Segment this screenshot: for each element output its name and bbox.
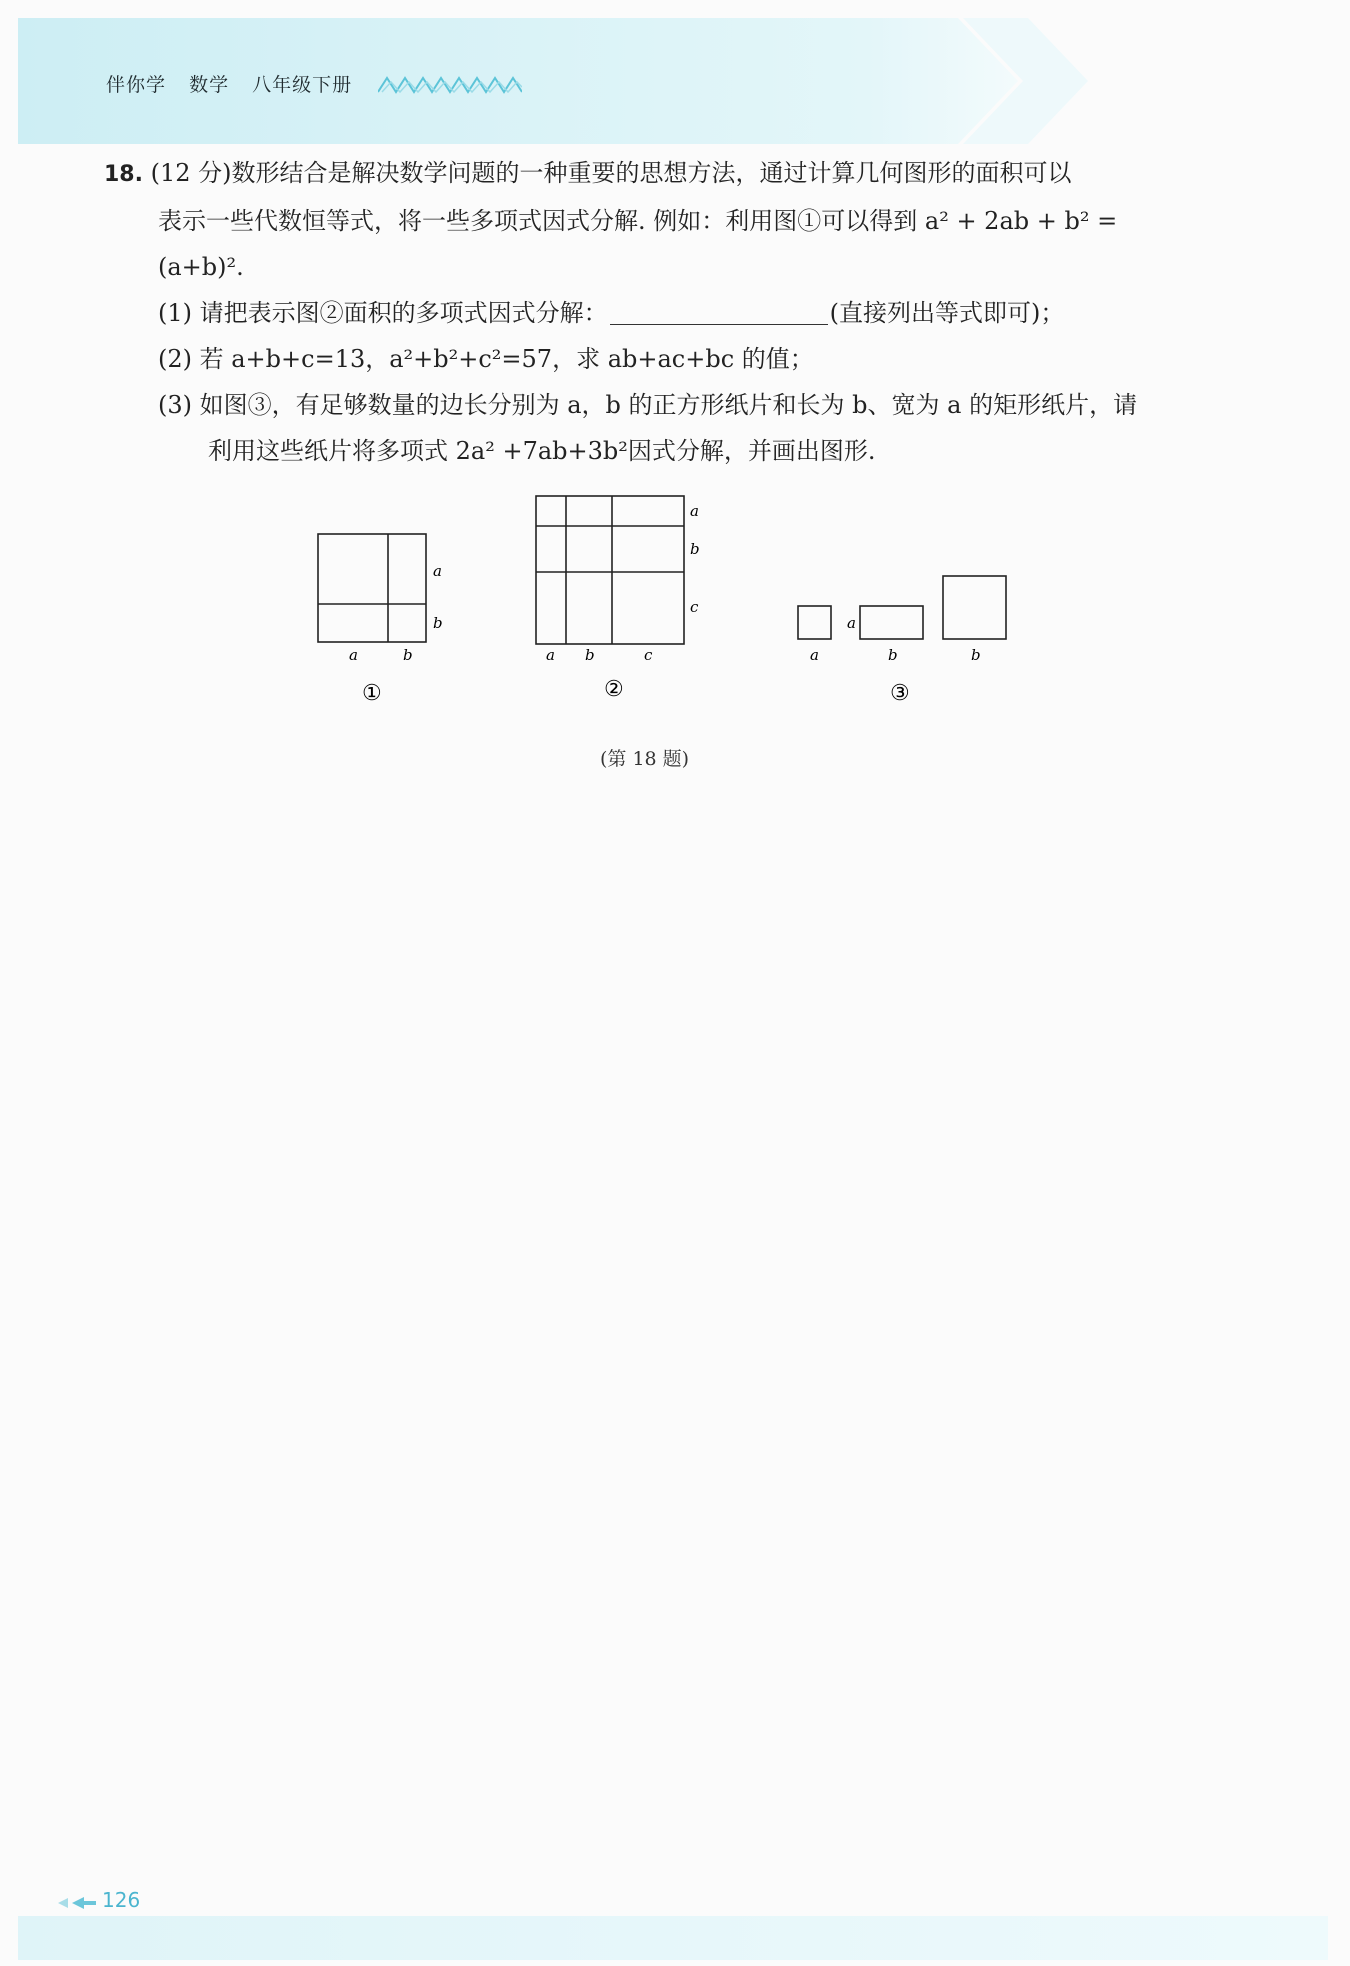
running-header [106, 70, 368, 97]
figure-1 [318, 534, 426, 642]
fig1-bottom-label-b: b [403, 646, 413, 664]
page-number: 126 [102, 1888, 141, 1912]
fig3-label-a-square: a [810, 646, 819, 664]
answer-blank[interactable] [610, 298, 828, 325]
fig3-label-a-rect: a [847, 614, 856, 632]
part-3-line-1: (3) 如图③，有足够数量的边长分别为 a，b 的正方形纸片和长为 b、宽为 a 的矩形纸片，请 [158, 391, 1138, 419]
fig1-bottom-label-a: a [349, 646, 358, 664]
fig2-bottom-label-c: c [644, 646, 653, 664]
fig1-label: ① [362, 681, 382, 706]
figures-group [300, 488, 1040, 728]
figure-caption: (第 18 题) [600, 748, 690, 770]
fig3-label-b-rect: b [888, 646, 898, 664]
part-1-suffix: (直接列出等式即可)； [829, 299, 1065, 327]
fig2-side-label-b: b [690, 540, 700, 558]
fig2-bottom-label-a: a [546, 646, 555, 664]
question-number: 18. [104, 162, 143, 187]
small-square-piece [798, 606, 831, 639]
fig2-bottom-label-b: b [585, 646, 595, 664]
subject: 数学 [189, 74, 230, 96]
footer-band [18, 1910, 1328, 1960]
book-title: 伴你学 [106, 74, 167, 96]
question-intro-text-1: (12 分)数形结合是解决数学问题的一种重要的思想方法，通过计算几何图形的面积可以 [150, 159, 1072, 187]
fig3-label-b-square: b [971, 646, 981, 664]
large-square-piece [943, 576, 1006, 639]
fig1-side-label-b: b [433, 614, 443, 632]
part-1-prefix: (1) 请把表示图②面积的多项式因式分解： [158, 299, 608, 327]
grade: 八年级下册 [252, 74, 353, 96]
fig2-side-label-a: a [690, 502, 699, 520]
fig2-side-label-c: c [690, 598, 699, 616]
fig1-side-label-a: a [433, 562, 442, 580]
question-intro-line-1 [104, 150, 1244, 198]
figure-3 [798, 576, 1006, 639]
rectangle-piece [860, 606, 923, 639]
zigzag-decoration-icon [378, 74, 522, 96]
fig2-label: ② [604, 677, 624, 702]
part-1 [104, 290, 1244, 336]
question-intro-line-2: 表示一些代数恒等式，将一些多项式因式分解. 例如：利用图①可以得到 a² + 2ab + b² = [158, 207, 1118, 235]
part-2: (2) 若 a+b+c=13，a²+b²+c²=57，求 ab+ac+bc 的值； [158, 345, 814, 373]
question-18 [104, 150, 1244, 474]
fig3-label: ③ [890, 681, 910, 706]
question-intro-line-3: (a+b)². [158, 253, 244, 281]
figure-2 [536, 496, 684, 644]
part-3-line-2: 利用这些纸片将多项式 2a² +7ab+3b²因式分解，并画出图形. [208, 437, 876, 465]
page-arrow-icon [58, 1896, 98, 1910]
